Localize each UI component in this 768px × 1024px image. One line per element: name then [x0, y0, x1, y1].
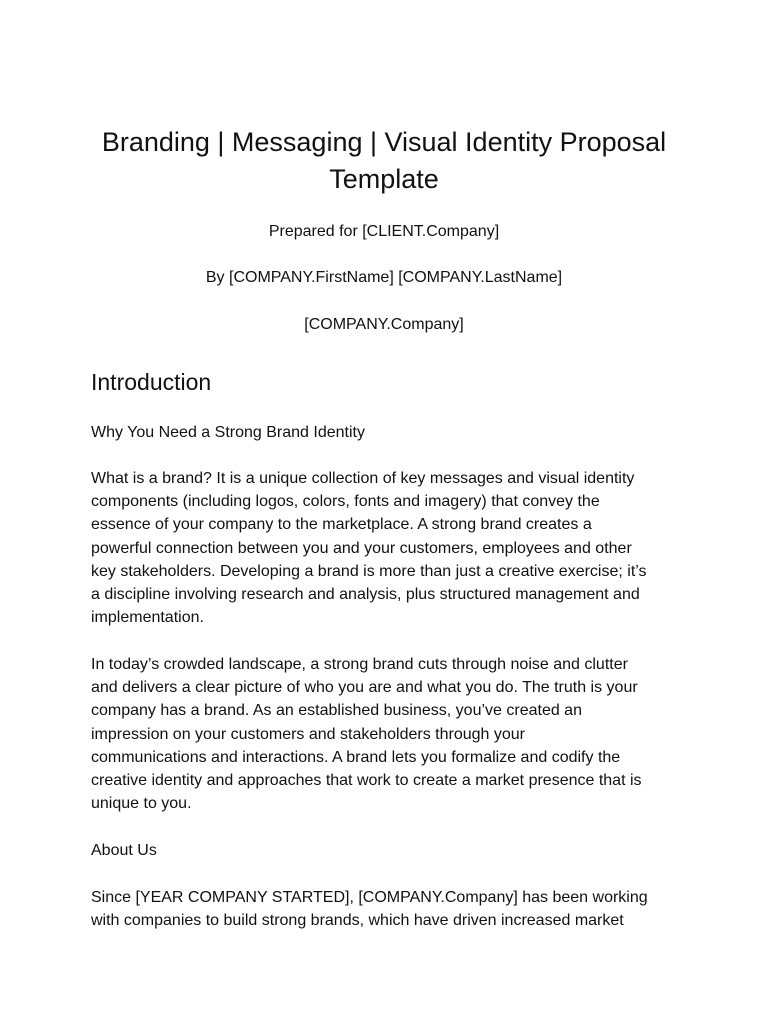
paragraph-about-us: [91, 886, 691, 932]
paragraph-line: communications and interactions. A brand lets you formalize and codify the: [91, 748, 621, 766]
paragraph-line: impression on your customers and stakeholders through your: [91, 725, 525, 743]
author-byline: By [COMPANY.FirstName] [COMPANY.LastName]: [205, 269, 563, 286]
paragraph-line: company has a brand. As an established business, you’ve created an: [91, 702, 582, 720]
paragraph-line: unique to you.: [91, 795, 192, 813]
title-line-1: Branding | Messaging | Visual Identity Proposal: [101, 127, 667, 157]
paragraph-line: In today’s crowded landscape, a strong brand cuts through noise and clutter: [91, 656, 628, 673]
paragraph-line: with companies to build strong brands, which have driven increased market: [91, 912, 624, 930]
paragraph-line: components (including logos, colors, fonts and imagery) that convey the: [91, 493, 600, 511]
prepared-for: Prepared for [CLIENT.Company]: [268, 223, 500, 240]
paragraph-line: creative identity and approaches that work to create a market presence that is: [91, 772, 642, 790]
paragraph-line: key stakeholders. Developing a brand is more than just a creative exercise; it’s: [91, 562, 647, 580]
paragraph-line: What is a brand? It is a unique collection of key messages and visual identity: [91, 470, 635, 487]
document-title: [60, 124, 708, 198]
introduction-subheading: Why You Need a Strong Brand Identity: [91, 424, 365, 441]
paragraph-crowded-landscape: [91, 653, 691, 815]
paragraph-what-is-a-brand: [91, 467, 691, 629]
paragraph-line: and delivers a clear picture of who you are and what you do. The truth is your: [91, 679, 638, 697]
paragraph-line: Since [YEAR COMPANY STARTED], [COMPANY.Company] has been working: [91, 889, 648, 906]
company-name: [COMPANY.Company]: [304, 316, 464, 333]
paragraph-line: a discipline involving research and analysis, plus structured management and: [91, 586, 640, 604]
title-line-2: Template: [329, 164, 439, 194]
introduction-heading: Introduction: [91, 369, 212, 395]
paragraph-line: essence of your company to the marketplace. A strong brand creates a: [91, 516, 592, 534]
about-us-heading: About Us: [91, 842, 157, 859]
paragraph-line: powerful connection between you and your customers, employees and other: [91, 539, 632, 557]
paragraph-line: implementation.: [91, 609, 204, 627]
